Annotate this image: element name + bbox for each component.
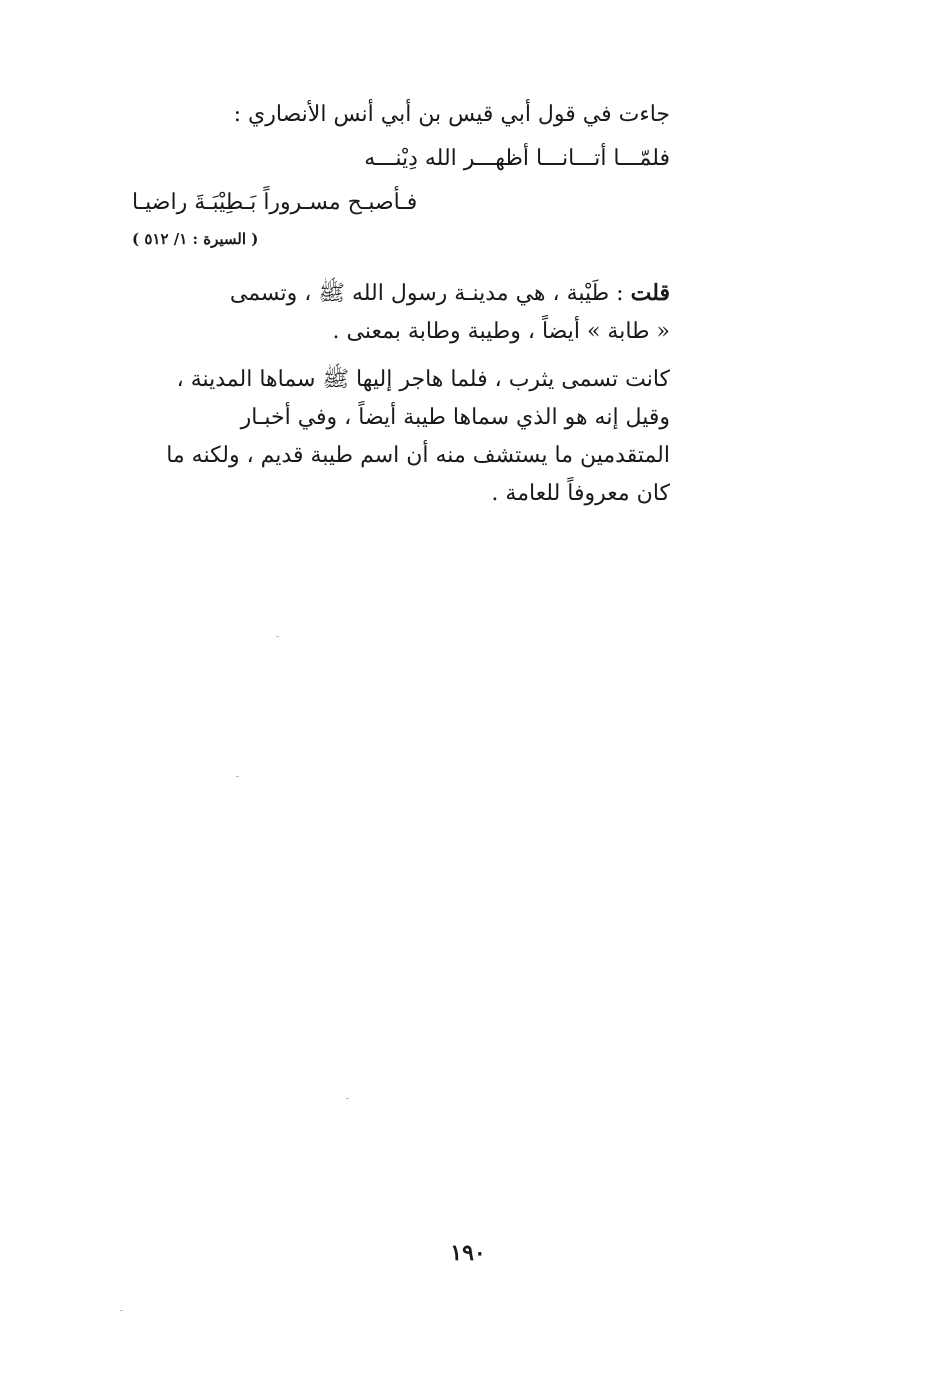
verse-line-1: فلمّـــا أتـــانـــا أظهـــر الله دِيْنـــه bbox=[364, 146, 670, 171]
history-line-4: كان معروفاً للعامة . bbox=[491, 481, 670, 506]
page-body bbox=[132, 96, 670, 513]
page-number: ١٩٠ bbox=[450, 1240, 486, 1266]
note-line-1 bbox=[132, 274, 670, 313]
scan-speck bbox=[120, 1310, 123, 1311]
note-lead: قلت bbox=[630, 280, 670, 306]
note-line-1-text: : طَيْبة ، هي مدينـة رسول الله ﷺ ، وتسمى bbox=[229, 281, 624, 306]
history-line-1: كانت تسمى يثرب ، فلما هاجر إليها ﷺ سماها المدينة ، bbox=[176, 367, 670, 392]
intro-line: جاءت في قول أبي قيس بن أبي أنس الأنصاري : bbox=[233, 102, 670, 127]
history-paragraph bbox=[132, 361, 670, 513]
verse-citation: ( السيرة : ١/ ٥١٢ ) bbox=[132, 230, 259, 248]
note-line-2: « طابة » أيضاً ، وطيبة وطابة بمعنى . bbox=[332, 319, 670, 344]
history-line-2: وقيل إنه هو الذي سماها طيبة أيضاً ، وفي أخبـار bbox=[240, 405, 670, 430]
note-paragraph bbox=[132, 274, 670, 351]
scan-speck bbox=[236, 776, 239, 777]
history-line-3: المتقدمين ما يستشف منه أن اسم طيبة قديم ، ولكنه ما bbox=[166, 443, 670, 468]
scan-speck bbox=[276, 636, 279, 637]
verse-line-2: فـأصبـح مسـروراً بَـطِيْبَـةَ راضيـا bbox=[132, 190, 418, 215]
scan-speck bbox=[346, 1098, 349, 1099]
